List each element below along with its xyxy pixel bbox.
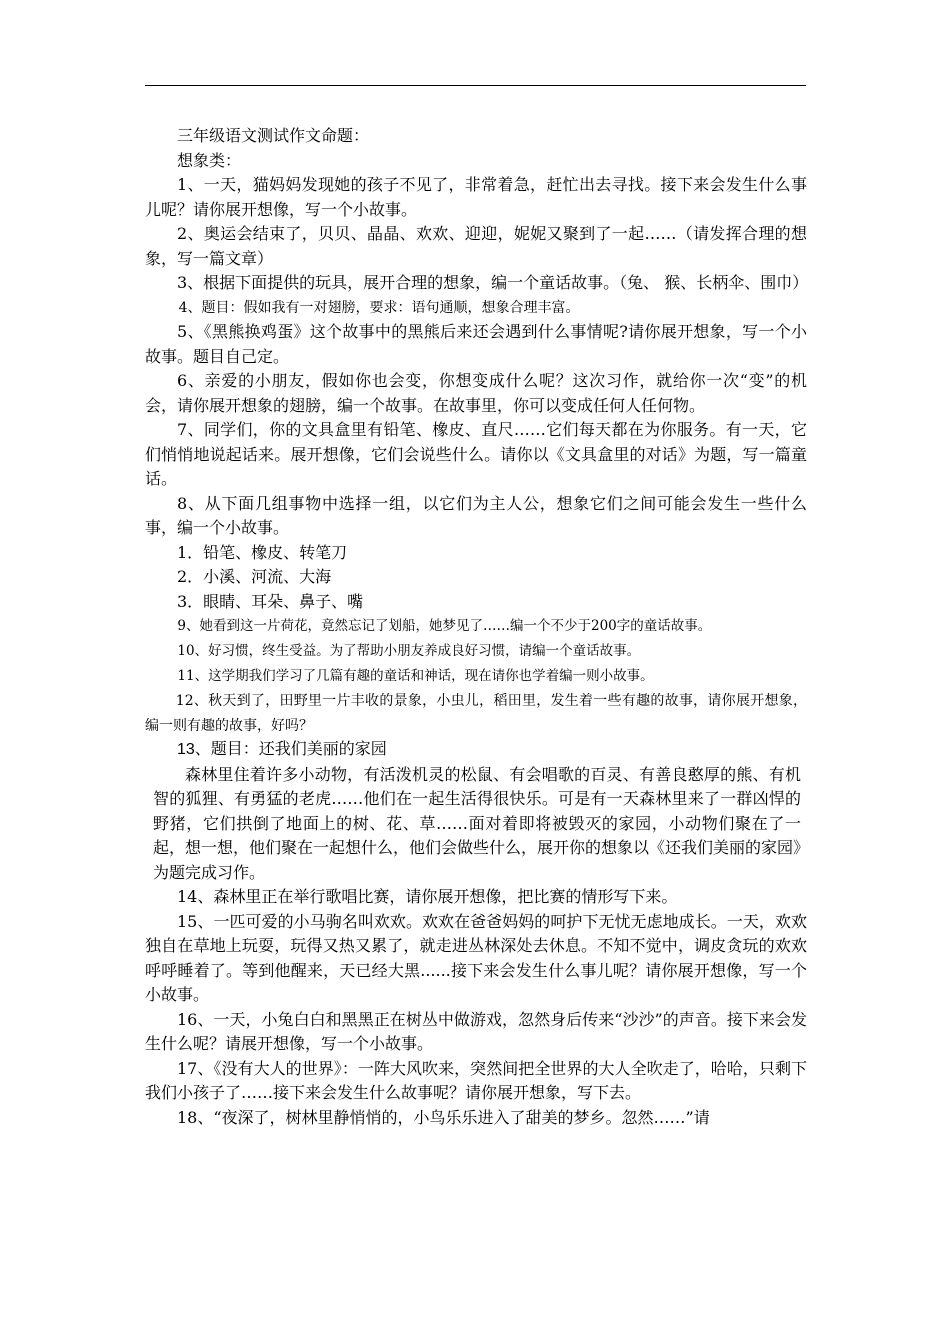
document-body bbox=[145, 124, 807, 1130]
prompt-item-4: 4、题目：假如我有一对翅膀，要求：语句通顺，想象合理丰富。 bbox=[178, 299, 580, 316]
prompt-item-8: 8、从下面几组事物中选择一组，以它们为主人公，想象它们之间可能会发生一些什么事，编一个小故事。 bbox=[145, 493, 807, 537]
document-title: 三年级语文测试作文命题： bbox=[177, 126, 370, 145]
prompt-item-12: 12、秋天到了，田野里一片丰收的景象，小虫儿，稻田里，发生着一些有趣的故事，请你展开想象，编一则有趣的故事，好吗？ bbox=[145, 693, 807, 734]
prompt-item-2: 2、奥运会结束了，贝贝、晶晶、欢欢、迎迎，妮妮又聚到了一起……（请发挥合理的想象，写一篇文章） bbox=[145, 224, 807, 268]
prompt-item-1: 1、一天，猫妈妈发现她的孩子不见了，非常着急，赶忙出去寻找。接下来会发生什么事儿呢？请你展开想像，写一个小故事。 bbox=[145, 175, 807, 219]
prompt-item-14: 14、森林里正在举行歌唱比赛，请你展开想像，把比赛的情形写下来。 bbox=[177, 887, 678, 906]
category-heading: 想象类： bbox=[177, 150, 242, 170]
group-option-1: 1．铅笔、橡皮、转笔刀 bbox=[177, 542, 348, 562]
group-option-3: 3．眼睛、耳朵、鼻子、嘴 bbox=[177, 591, 364, 611]
prompt-item-3: 3、根据下面提供的玩具，展开合理的想象，编一个童话故事。（兔、 猴、长柄伞、围巾） bbox=[177, 273, 809, 292]
prompt-item-13-title: 13、题目：还我们美丽的家园 bbox=[177, 741, 387, 758]
prompt-item-7: 7、同学们，你的文具盒里有铅笔、橡皮、直尺……它们每天都在为你服务。有一天，它们悄悄地说起话来。展开想像，它们会说些什么。请你以《文具盒里的对话》为题，写一篇童话。 bbox=[145, 420, 807, 488]
prompt-item-15: 15、一匹可爱的小马驹名叫欢欢。欢欢在爸爸妈妈的呵护下无忧无虑地成长。一天，欢欢独自在草地上玩耍，玩得又热又累了，就走进丛林深处去休息。不知不觉中，调皮贪玩的欢欢呼呼睡着了。等到他醒来，天已经大黑......接下来会发生什么事儿呢？请你展开想像，写一个小故事。 bbox=[145, 911, 807, 1004]
header-rule bbox=[145, 85, 806, 86]
prompt-item-18: 18、“夜深了，树林里静悄悄的，小鸟乐乐进入了甜美的梦乡。忽然……”请 bbox=[177, 1107, 710, 1127]
group-option-2: 2．小溪、河流、大海 bbox=[177, 567, 332, 586]
prompt-item-11: 11、这学期我们学习了几篇有趣的童话和神话，现在请你也学着编一则小故事。 bbox=[177, 668, 654, 684]
prompt-item-13-body: 森林里住着许多小动物，有活泼机灵的松鼠、有会唱歌的百灵、有善良憨厚的熊、有机智的狐狸、有勇猛的老虎……他们在一起生活得很快乐。可是有一天森林里来了一群凶悍的野猪，它们拱倒了地面上的树、花、草……面对着即将被毁灭的家园，小动物们聚在了一起，想一想，他们聚在一起想什么，他们会做些什么，展开你的想象以《还我们美丽的家园》为题完成习作。 bbox=[153, 764, 802, 882]
prompt-item-16: 16、一天，小兔白白和黑黑正在树丛中做游戏，忽然身后传来“沙沙”的声音。接下来会发生什么呢？请展开想像，写一个小故事。 bbox=[145, 1009, 807, 1053]
prompt-item-10: 10、好习惯，终生受益。为了帮助小朋友养成良好习惯，请编一个童话故事。 bbox=[177, 643, 641, 659]
prompt-item-6: 6、亲爱的小朋友，假如你也会变，你想变成什么呢？这次习作，就给你一次“变”的机会，请你展开想象的翅膀，编一个故事。在故事里，你可以变成任何人任何物。 bbox=[145, 371, 807, 415]
prompt-item-9: 9、她看到这一片荷花，竟然忘记了划船，她梦见了……编一个不少于200字的童话故事。 bbox=[177, 618, 712, 634]
prompt-item-17: 17、《没有大人的世界》：一阵大风吹来，突然间把全世界的大人全吹走了，哈哈，只剩下我们小孩子了……接下来会发生什么故事呢？请你展开想象，写下去。 bbox=[145, 1058, 807, 1102]
prompt-item-5: 5、《黑熊换鸡蛋》这个故事中的黑熊后来还会遇到什么事情呢?请你展开想象，写一个小故事。题目自己定。 bbox=[145, 322, 807, 366]
